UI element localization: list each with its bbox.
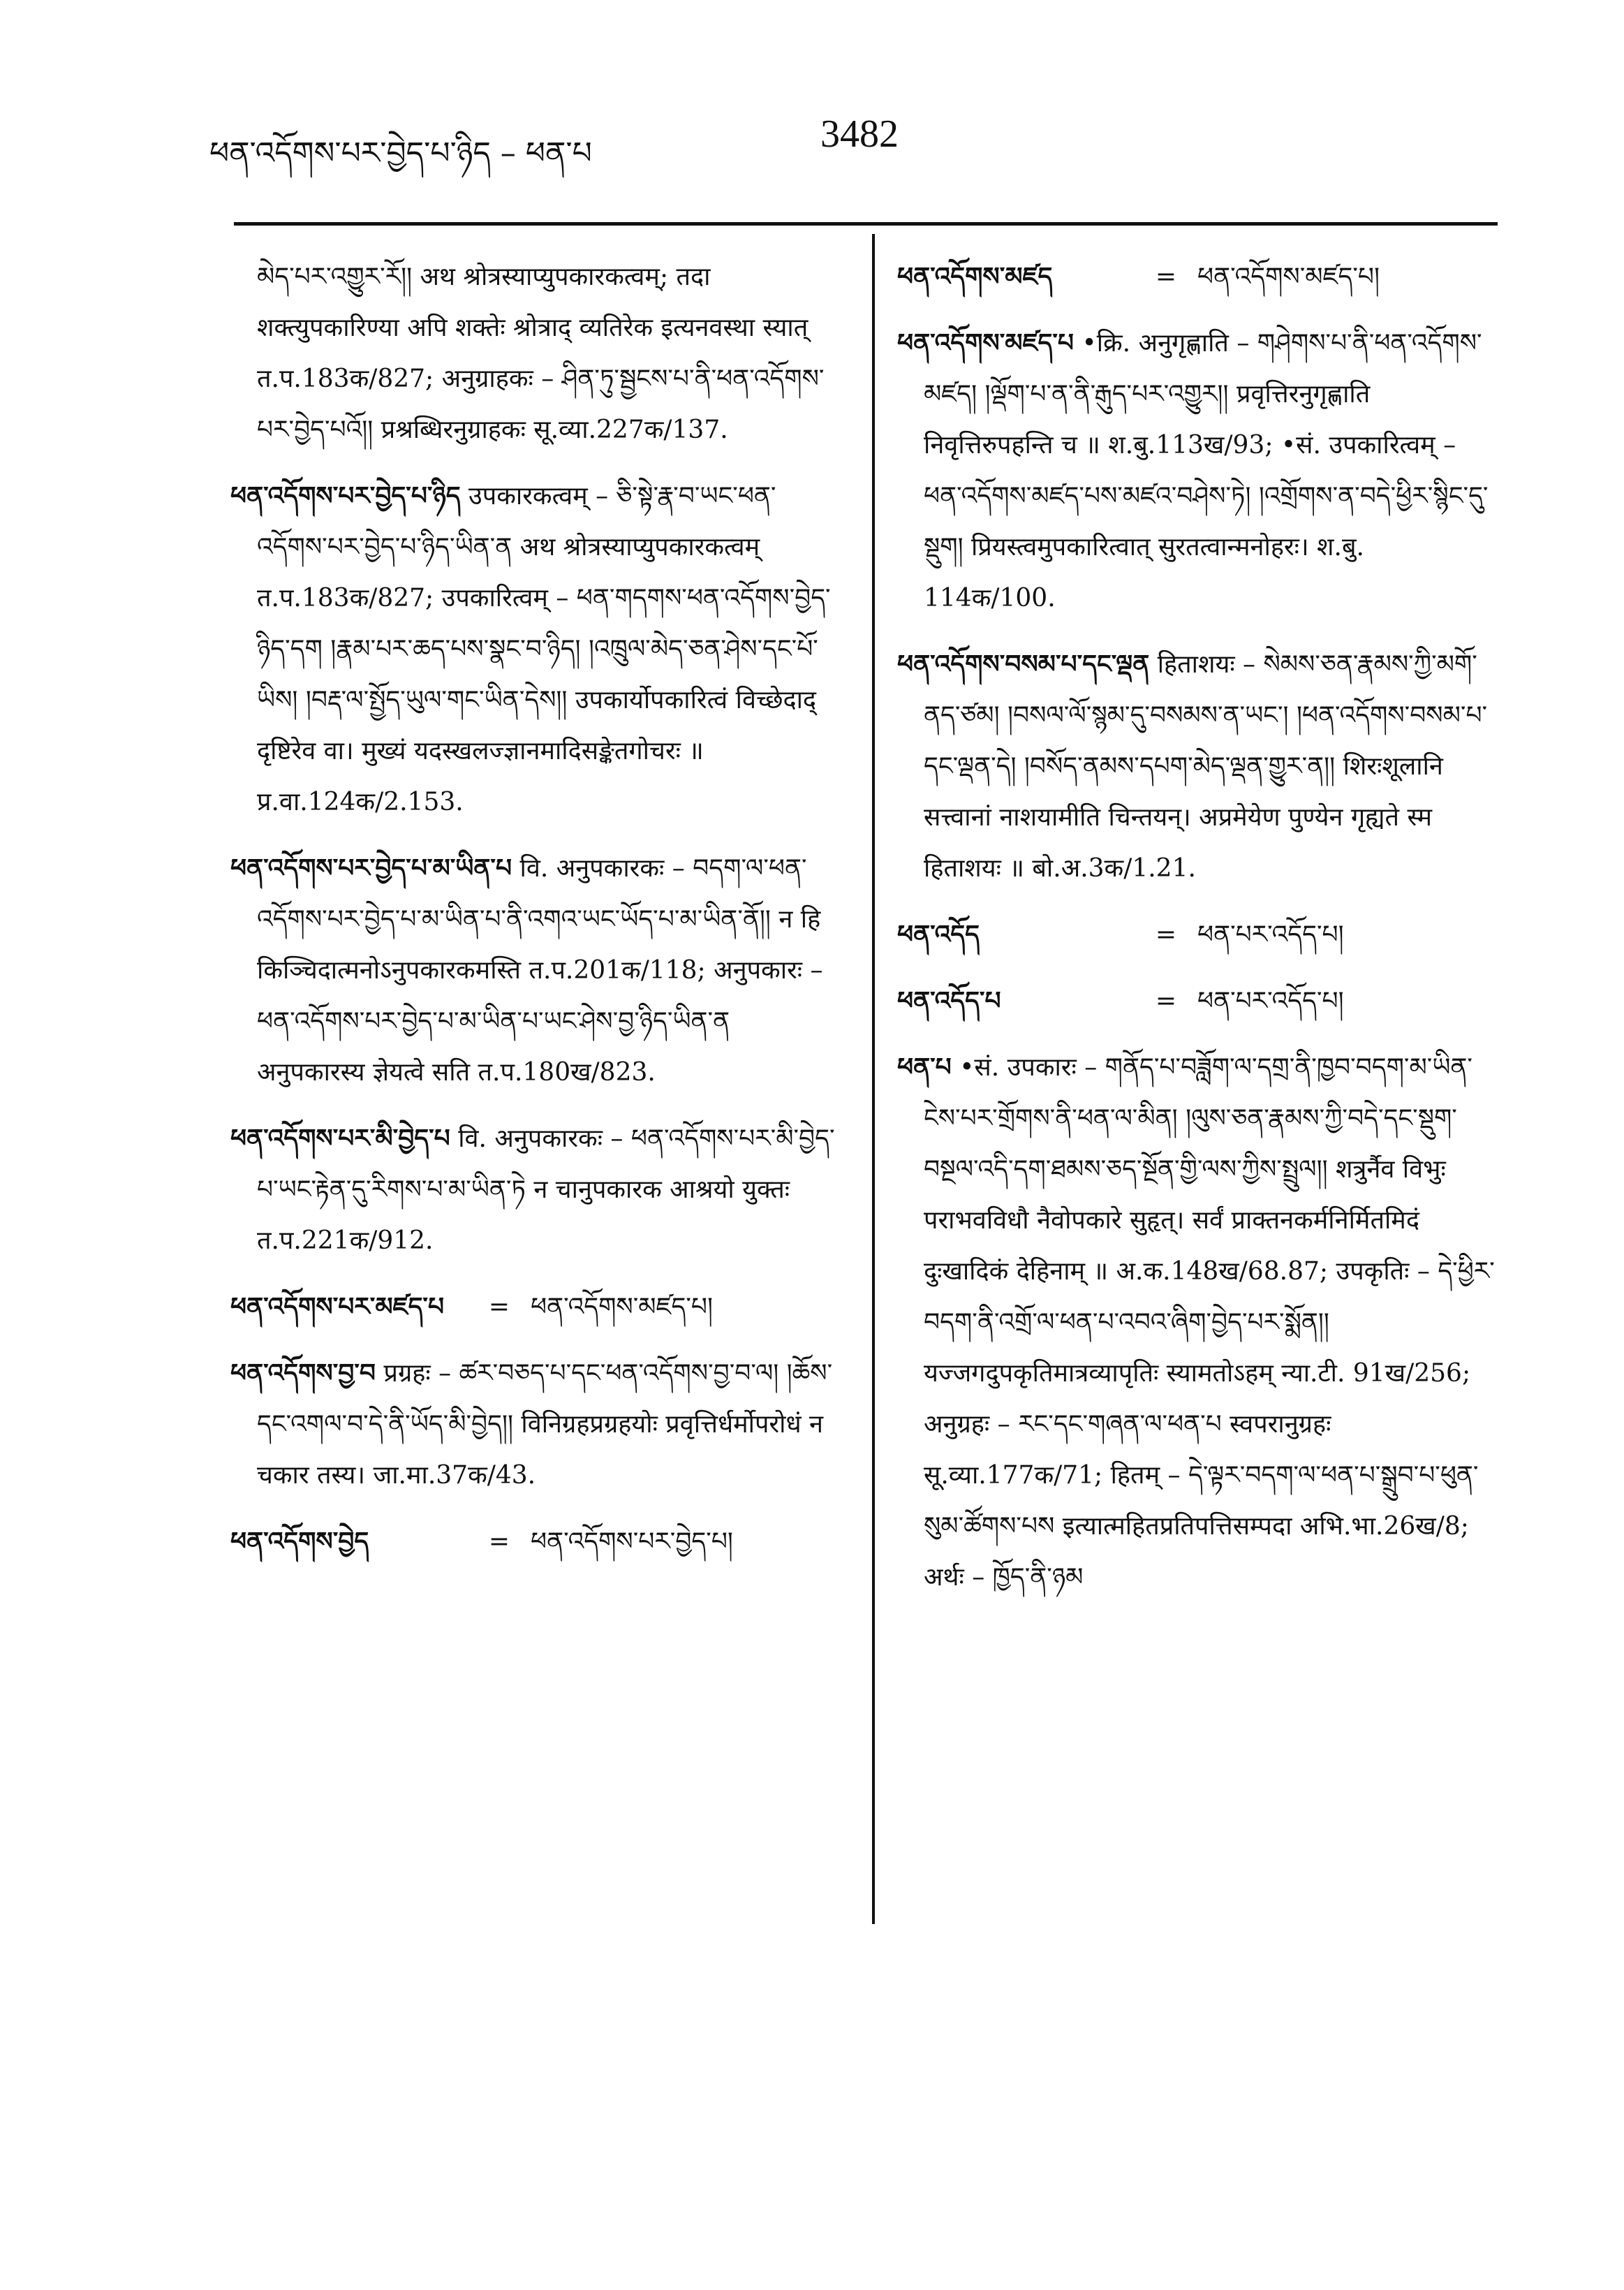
entry-continuation: [230, 251, 838, 455]
left-column: [230, 251, 838, 1583]
entry-text: वि. अनुपकारकः – བདག་ལ་ཕན་འདོགས་པར་བྱེད་པ་མ་ཡིན་པ་ནི་འགའ་ཡང་ཡོད་པ་མ་ཡིན་ནོ།། न हि किञ्चिदात्मनोऽनुपकारकमस्ति त.प.201क/118; अनुपकारः – ཕན་འདོགས་པར་བྱེད་པ་མ་ཡིན་པ་ཡང་ཤེས་བྱ་ཉིད་ཡིན་ན अनुपकारस्य ज्ञेयत्वे सति त.प.180ख/823.: [257, 854, 823, 1087]
entry-text: प्रग्रहः – ཚར་བཅད་པ་དང་ཕན་འདོགས་བྱ་བ་ལ། །ཆོས་དང་འགལ་བ་དེ་ནི་ཡོད་མི་བྱེད།། विनिग्रहप्रग्रहयोः प्रवृत्तिर्धर्मोपरोधं न चकार तस्य। जा.मा.37क/43.: [257, 1359, 833, 1490]
entry-headword: ཕན་འདོགས་བྱེད: [230, 1527, 369, 1556]
entry-text: उपकारकत्वम् – ཅི་སྟེ་རྣ་བ་ཡང་ཕན་འདོགས་པར་བྱེད་པ་ཉིད་ཡིན་ན अथ श्रोत्रस्याप्युपकारकत्वम् त.प.183क/827; उपकारित्वम् – ཕན་གདགས་ཕན་འདོགས་བྱེད་ཉིད་དག །རྣམ་པར་ཆད་པས་སྣང་བ་ཉིད། །འཁྲུལ་མེད་ཅན་ཤེས་དང་པོ་ཡིས། །བརྡ་ལ་སྤྱོད་ཡུལ་གང་ཡིན་དེས།། उपकार्योपकारित्वं विच्छेदाद् दृष्टिरेव वा। मुख्यं यदस्खलज्ज्ञानमादिसङ्केतगोचरः ॥ प्र.वा.124क/2.153.: [257, 482, 831, 816]
running-head: ཕན་འདོགས་པར་བྱེད་པ་ཉིད – ཕན་པ: [209, 135, 592, 171]
cross-reference-entry: [897, 909, 1498, 960]
entry-headword: ཕན་འདོགས་པར་མཛད་པ: [230, 1292, 445, 1321]
entry-text: •सं. उपकारः – གནོད་པ་བཟློག་ལ་དགྲ་ནི་ཁྱབ་བདག་མ་ཡིན་ངེས་པར་གྲོགས་ནི་ཕན་ལ་མིན། །ལུས་ཅན་རྣམས་ཀྱི་བདེ་དང་སྡུག་བསྔལ་འདི་དག་ཐམས་ཅད་སྔོན་གྱི་ལས་ཀྱིས་སྤྲུལ།། शत्रुर्नैव विभुः पराभवविधौ नैवोपकारे सुहृत्। सर्वं प्राक्तनकर्मनिर्मितमिदं दुःखादिकं देहिनाम् ॥ अ.क.148ख/68.87; उपकृतिः – དེ་ཕྱིར་བདག་ནི་འགྲོ་ལ་ཕན་པ་འབའ་ཞིག་བྱེད་པར་སྨོན།། यज्जगदुपकृतिमात्रव्यापृतिः स्यामतोऽहम् न्या.टी. 91ख/256; अनुग्रहः – རང་དང་གཞན་ལ་ཕན་པ स्वपरानुग्रहः सू.व्या.177क/71; हितम् – དེ་ལྟར་བདག་ལ་ཕན་པ་སྒྲུབ་པ་ཕུན་སུམ་ཚོགས་པས इत्यात्महितप्रतिपत्तिसम्पदा अभि.भा.26ख/8; अर्थः – ཁྱོད་ནི་ཉམ: [924, 1053, 1495, 1592]
dictionary-entry: [897, 1042, 1498, 1603]
cross-reference-entry: [897, 251, 1498, 302]
cross-reference-entry: [897, 976, 1498, 1027]
entry-text: हिताशयः – སེམས་ཅན་རྣམས་ཀྱི་མགོ་ནད་ཙམ། །བསལ་ལོ་སྙམ་དུ་བསམས་ན་ཡང་། །ཕན་འདོགས་བསམ་པ་དང་ལྡན་དེ། །བསོད་ནམས་དཔག་མེད་ལྡན་གྱུར་ན།། शिरःशूलानि सत्त्वानां नाशयामीति चिन्तयन्। अप्रमेयेण पुण्येन गृह्यते स्म हिताशयः ॥ बो.अ.3क/1.21.: [924, 650, 1488, 883]
cross-reference-target: ཕན་འདོགས་མཛད་པ།: [1197, 263, 1380, 291]
entry-headword: ཕན་འདོད་པ: [897, 986, 1001, 1015]
entry-headword: ཕན་འདོགས་མཛད་པ: [897, 328, 1075, 358]
cross-reference-entry: [230, 1282, 838, 1333]
entry-headword: ཕན་འདོགས་བྱ་བ: [230, 1358, 376, 1388]
dictionary-entry: [230, 1113, 838, 1266]
header-rule: [234, 222, 1498, 226]
entry-headword: ཕན་པ: [897, 1052, 952, 1082]
equals-sign: =: [488, 1293, 510, 1321]
cross-reference-target: ཕན་པར་འདོད་པ།: [1197, 920, 1344, 949]
cross-reference-target: ཕན་འདོགས་པར་བྱེད་པ།: [531, 1527, 733, 1556]
column-divider: [872, 234, 875, 1924]
entry-headword: ཕན་འདོགས་མཛད: [897, 262, 1053, 291]
entry-headword: ཕན་འདོགས་པར་མི་བྱེད་པ: [230, 1124, 450, 1153]
right-column: [897, 251, 1498, 1618]
entry-text: མེད་པར་འགྱུར་རོ།། अथ श्रोत्रस्याप्युपकारकत्वम्; तदा शक्त्युपकारिण्या अपि शक्तेः श्रोत्राद् व्यतिरेक इत्यनवस्था स्यात् त.प.183क/827; अनुग्राहकः – ཤིན་ཏུ་སྦྱངས་པ་ནི་ཕན་འདོགས་པར་བྱེད་པའོ།། प्रश्रब्धिरनुग्राहकः सू.व्या.227क/137.: [257, 263, 825, 444]
equals-sign: =: [1155, 920, 1177, 949]
equals-sign: =: [1155, 263, 1177, 291]
entry-headword: ཕན་འདོད: [897, 920, 980, 949]
page-number: 3482: [820, 112, 899, 156]
equals-sign: =: [488, 1527, 510, 1556]
entry-headword: ཕན་འདོགས་པར་བྱེད་པ་མ་ཡིན་པ: [230, 853, 512, 883]
dictionary-entry: [230, 471, 838, 828]
entry-text: •क्रि. अनुगृह्णाति – གཤེགས་པ་ནི་ཕན་འདོགས་མཛད། །ལྡོག་པ་ན་ནི་རྒུད་པར་འགྱུར།། प्रवृत्तिरनुगृह्णाति निवृत्तिरुपहन्ति च ॥ श.बु.113ख/93; •सं. उपकारित्वम् – ཕན་འདོགས་མཛད་པས་མཛའ་བཤེས་ཏེ། །འགྲོགས་ན་བདེ་ཕྱིར་སྙིང་དུ་སྡུག། प्रियस्त्वमुपकारित्वात् सुरतत्वान्मनोहरः। श.बु. 114क/100.: [924, 329, 1489, 612]
cross-reference-target: ཕན་འདོགས་མཛད་པ།: [531, 1293, 714, 1321]
dictionary-entry: [897, 318, 1498, 624]
equals-sign: =: [1155, 987, 1177, 1015]
cross-reference-entry: [230, 1516, 838, 1567]
entry-headword: ཕན་འདོགས་པར་བྱེད་པ་ཉིད: [230, 481, 461, 511]
dictionary-entry: [230, 1348, 838, 1501]
dictionary-entry: [897, 639, 1498, 894]
cross-reference-target: ཕན་པར་འདོད་པ།: [1197, 987, 1344, 1015]
entry-headword: ཕན་འདོགས་བསམ་པ་དང་ལྡན: [897, 649, 1150, 679]
entry-text: वि. अनुपकारकः – ཕན་འདོགས་པར་མི་བྱེད་པ་ཡང་རྟེན་དུ་རིགས་པ་མ་ཡིན་ཏེ न चानुपकारक आश्रयो युक्तः त.प.221क/912.: [257, 1124, 835, 1255]
dictionary-entry: [230, 843, 838, 1098]
